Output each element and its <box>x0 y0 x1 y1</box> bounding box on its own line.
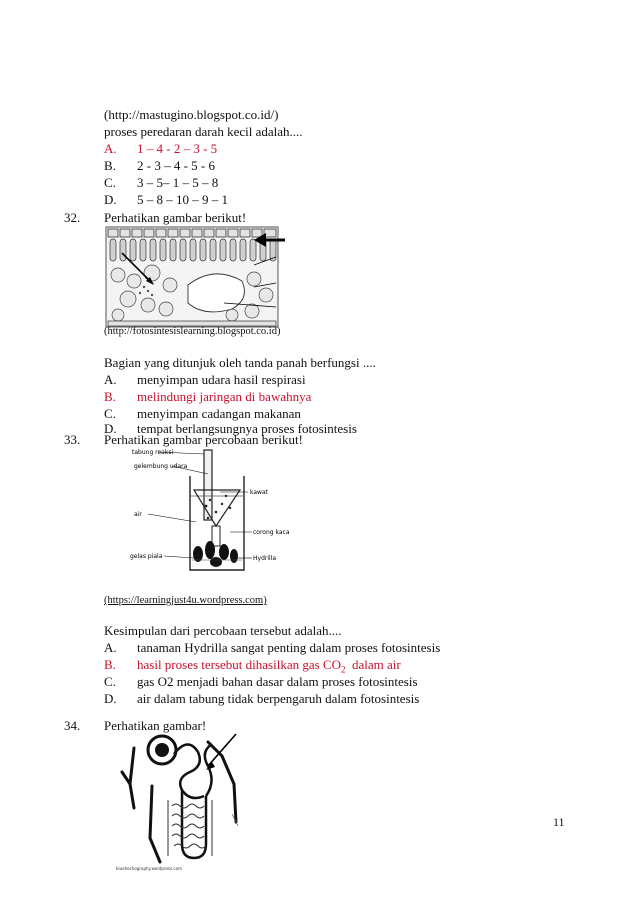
q31-option-c: C. 3 – 5– 1 – 5 – 8 <box>104 175 219 190</box>
q31-source: (http://mastugino.blogspot.co.id/) <box>104 107 279 122</box>
q32-option-d: D. tempat berlangsungnya proses fotosintesis <box>104 421 357 436</box>
q31-option-b: B. 2 - 3 – 4 - 5 - 6 <box>104 158 215 173</box>
q33-option-b: B. hasil proses tersebut dihasilkan gas $CO_2$ dalam air <box>104 657 401 675</box>
q34-number: 34. <box>64 718 81 733</box>
q34-prompt: Perhatikan gambar! <box>104 718 207 733</box>
label-hydrilla: Hydrilla <box>253 555 277 562</box>
nephron-figure <box>112 726 244 876</box>
q32-option-b: B. melindungi jaringan di bawahnya <box>104 389 312 404</box>
q31-option-a: A. 1 – 4 - 2 – 3 - 5 <box>104 141 218 156</box>
q32-stem: Bagian yang ditunjuk oleh tanda panah berfungsi .... <box>104 355 376 370</box>
label-kawat: kawat <box>250 489 268 496</box>
q32-option-a: A. menyimpan udara hasil respirasi <box>104 372 306 387</box>
label-corong-kaca: corong kaca <box>253 529 290 536</box>
q33-option-d: D. air dalam tabung tidak berpengaruh dalam fotosintesis <box>104 691 420 706</box>
label-gelembung-udara: gelembung udara <box>134 463 188 470</box>
q33-stem: Kesimpulan dari percobaan tersebut adalah.... <box>104 623 342 638</box>
pointer-arrow-icon <box>254 232 286 248</box>
q33-source: (https://learningjust4u.wordpress.com) <box>104 595 267 606</box>
q33-option-c: C. gas O2 menjadi bahan dasar dalam proses fotosintesis <box>104 674 418 689</box>
nephron-figure-caption: biuehechography.wordpress.com <box>116 866 182 871</box>
q33-number: 33. <box>64 432 81 447</box>
q31-stem: proses peredaran darah kecil adalah.... <box>104 124 303 139</box>
hydrilla-experiment-figure <box>112 446 290 576</box>
q32-source: (http://fotosintesislearning.blogspot.co.id) <box>104 326 281 337</box>
page-number: 11 <box>553 815 565 829</box>
q33-option-a: A. tanaman Hydrilla sangat penting dalam proses fotosintesis <box>104 640 441 655</box>
q32-option-c: C. menyimpan cadangan makanan <box>104 406 301 421</box>
label-tabung-reaksi: tabung reaksi <box>132 449 174 456</box>
q32-number: 32. <box>64 210 81 225</box>
q33-prompt: Perhatikan gambar percobaan berikut! <box>104 432 303 447</box>
label-air: air <box>134 511 142 518</box>
q32-prompt: Perhatikan gambar berikut! <box>104 210 247 225</box>
label-gelas-piala: gelas piala <box>130 553 163 560</box>
q31-option-d: D. 5 – 8 – 10 – 9 – 1 <box>104 192 228 207</box>
